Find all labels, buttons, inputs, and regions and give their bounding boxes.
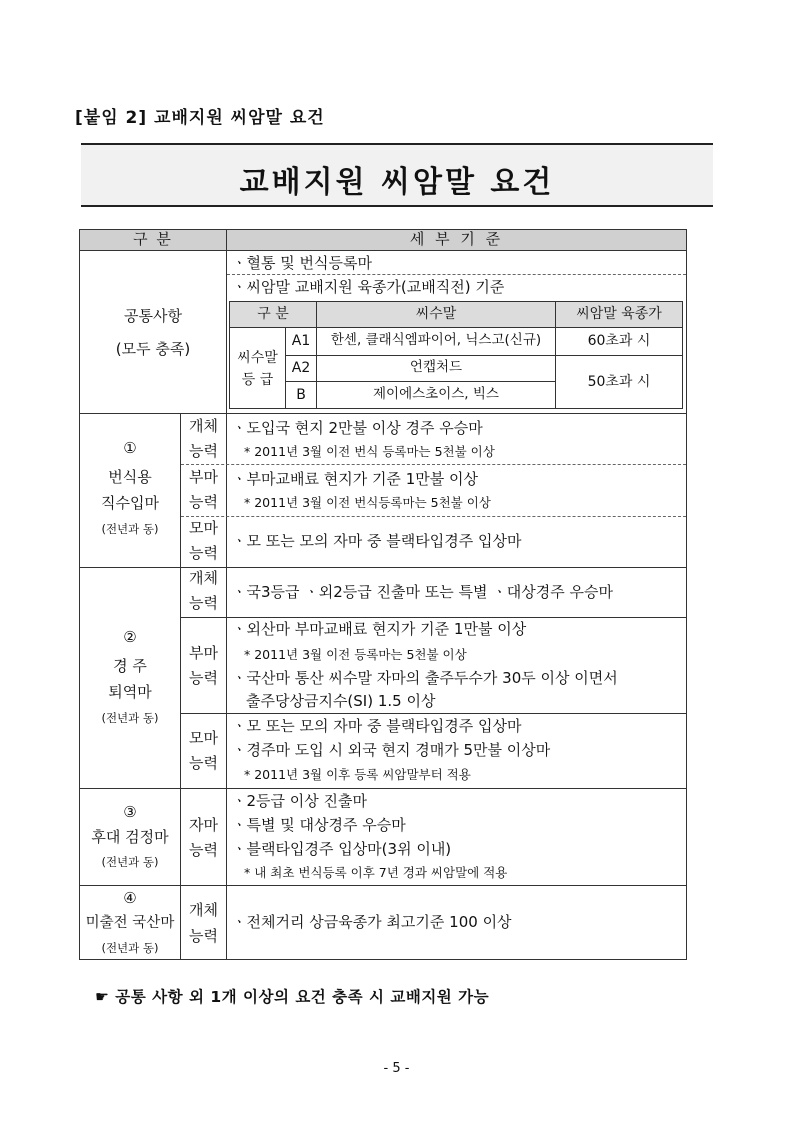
criterion-text: ㆍ부마교배료 현지가 기준 1만불 이상 xyxy=(232,470,478,488)
row-label: 개체 xyxy=(189,901,218,919)
divider xyxy=(181,464,686,465)
criterion-text: ㆍ모 또는 모의 자마 중 블랙타입경주 입상마 xyxy=(232,717,522,735)
divider xyxy=(181,713,686,714)
criterion-note: * 2011년 3월 이전 등록마는 5천불 이상 xyxy=(244,647,467,662)
grade-label: 등 급 xyxy=(241,372,274,388)
criterion-text: ㆍ전체거리 상금육종가 최고기준 100 이상 xyxy=(232,913,512,931)
document-title: 교배지원 씨암말 요건 xyxy=(239,165,555,200)
common-item: ㆍ씨암말 교배지원 육종가(교배직전) 기준 xyxy=(232,278,505,296)
row-label: 모마 xyxy=(189,729,218,747)
section-title: 미출전 국산마 xyxy=(85,915,175,931)
row-label: 능력 xyxy=(189,442,218,460)
divider xyxy=(80,885,686,886)
divider xyxy=(230,327,682,328)
section-title: 번식용 xyxy=(108,468,152,486)
document-title-banner xyxy=(81,143,713,207)
section-title: 퇴역마 xyxy=(108,683,152,701)
grade-sires: 언캡처드 xyxy=(409,359,463,375)
divider xyxy=(80,413,686,414)
section-number: ① xyxy=(123,439,137,457)
common-label-sub: (모두 충족) xyxy=(115,340,191,358)
criterion-text: ㆍ도입국 현지 2만불 이상 경주 우승마 xyxy=(232,419,483,437)
common-item: ㆍ혈통 및 번식등록마 xyxy=(232,254,372,272)
section-number: ② xyxy=(123,628,137,646)
criterion-note: * 2011년 3월 이후 등록 씨암말부터 적용 xyxy=(244,767,471,782)
criterion-text: ㆍ블랙타입경주 입상마(3위 이내) xyxy=(232,840,452,858)
row-label: 능력 xyxy=(189,841,218,859)
common-label: 공통사항 xyxy=(124,307,182,325)
criterion-text: ㆍ국3등급 ㆍ외2등급 진출마 또는 특별 ㆍ대상경주 우승마 xyxy=(232,583,613,601)
section-sub: (전년과 동) xyxy=(101,522,159,536)
divider xyxy=(80,788,686,789)
divider xyxy=(181,516,686,517)
section-title: 직수입마 xyxy=(101,494,159,512)
row-label: 개체 xyxy=(189,569,218,587)
row-label: 개체 xyxy=(189,417,218,435)
row-label: 부마 xyxy=(189,644,218,662)
grade-sires: 한센, 클래식엠파이어, 닉스고(신규) xyxy=(330,332,542,348)
grade-breeding-value: 50초과 시 xyxy=(587,374,651,390)
divider xyxy=(286,355,682,356)
grade-code: B xyxy=(296,387,306,403)
row-label: 능력 xyxy=(189,927,218,945)
divider xyxy=(286,381,555,382)
row-label: 능력 xyxy=(189,754,218,772)
grade-sires: 제이에스초이스, 빅스 xyxy=(373,386,499,402)
page-number: - 5 - xyxy=(383,1061,410,1076)
row-label: 자마 xyxy=(189,816,218,834)
grade-table-col-sire: 씨수말 xyxy=(415,306,457,322)
section-sub: (전년과 동) xyxy=(101,941,159,955)
grade-breeding-value: 60초과 시 xyxy=(587,333,651,349)
appendix-heading: [붙임 2] 교배지원 씨암말 요건 xyxy=(75,108,325,128)
row-label: 능력 xyxy=(189,493,218,511)
criterion-note: * 2011년 3월 이전 번식 등록마는 5천불 이상 xyxy=(244,444,495,459)
divider xyxy=(226,230,227,959)
grade-code: A1 xyxy=(291,333,311,349)
grade-code: A2 xyxy=(291,360,311,376)
criterion-text: ㆍ경주마 도입 시 외국 현지 경매가 5만불 이상마 xyxy=(232,741,551,759)
criterion-text: ㆍ2등급 이상 진출마 xyxy=(232,792,368,810)
header-detail: 세 부 기 준 xyxy=(409,230,504,248)
divider xyxy=(80,567,686,568)
divider xyxy=(181,617,686,618)
section-title: 경 주 xyxy=(113,657,147,675)
section-number: ④ xyxy=(123,889,137,907)
grade-table-col-category: 구 분 xyxy=(257,306,289,322)
section-sub: (전년과 동) xyxy=(101,711,159,725)
criterion-text: ㆍ모 또는 모의 자마 중 블랙타입경주 입상마 xyxy=(232,532,522,550)
divider xyxy=(80,250,686,251)
section-title: 후대 검정마 xyxy=(91,828,169,846)
criterion-note: * 2011년 3월 이전 번식등록마는 5천불 이상 xyxy=(244,495,491,510)
footnote: ☛ 공통 사항 외 1개 이상의 요건 충족 시 교배지원 가능 xyxy=(95,988,490,1006)
row-label: 능력 xyxy=(189,594,218,612)
section-number: ③ xyxy=(123,803,137,821)
row-label: 능력 xyxy=(189,544,218,562)
row-label: 부마 xyxy=(189,468,218,486)
criterion-note: * 내 최초 번식등록 이후 7년 경과 씨암말에 적용 xyxy=(244,865,508,880)
criterion-text: ㆍ특별 및 대상경주 우승마 xyxy=(232,816,406,834)
divider xyxy=(227,274,686,275)
row-label: 모마 xyxy=(189,519,218,537)
header-category: 구 분 xyxy=(133,230,173,248)
row-label: 능력 xyxy=(189,669,218,687)
criterion-text: 출주당상금지수(SI) 1.5 이상 xyxy=(246,692,436,710)
grade-table-col-value: 씨암말 육종가 xyxy=(576,306,662,322)
section-sub: (전년과 동) xyxy=(101,855,159,869)
grade-label: 씨수말 xyxy=(237,350,278,366)
criterion-text: ㆍ국산마 통산 씨수말 자마의 출주두수가 30두 이상 이면서 xyxy=(232,669,618,687)
criterion-text: ㆍ외산마 부마교배료 현지가 기준 1만불 이상 xyxy=(232,620,527,638)
